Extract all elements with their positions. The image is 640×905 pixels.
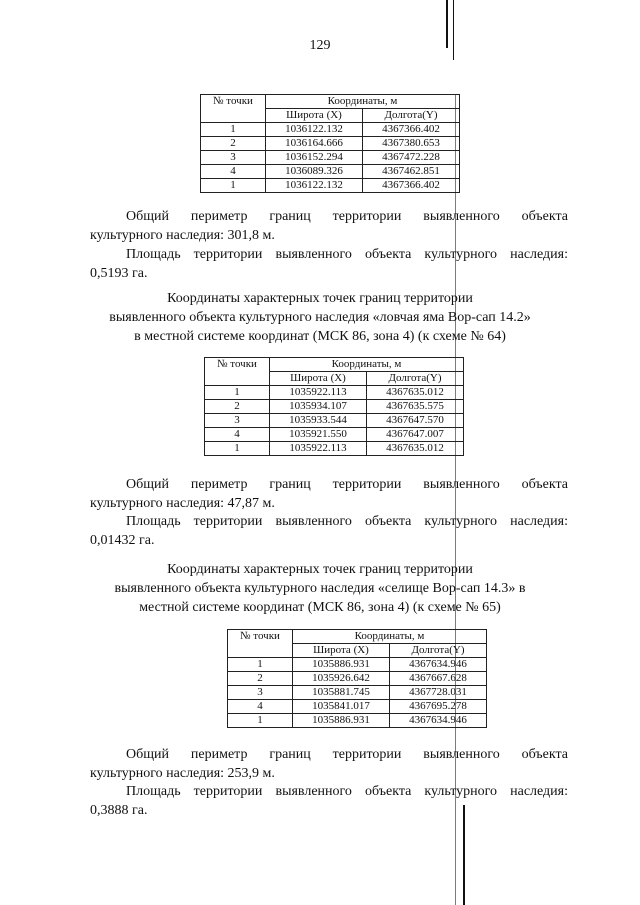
point-number: 1 (228, 714, 293, 728)
coord-x: 1035886.931 (293, 658, 390, 672)
header-latitude-x: Широта (X) (293, 644, 390, 658)
area-paragraph-1 (90, 245, 568, 283)
coord-y: 4367366.402 (363, 179, 460, 193)
heading-line2: выявленного объекта культурного наследия «селище Вор-сап 14.3» в (114, 581, 526, 596)
perimeter-text-line1: Общий периметр границ территории выявленного объекта (126, 747, 568, 762)
table-row (201, 165, 460, 179)
table-row (201, 179, 460, 193)
coord-x: 1035841.017 (293, 700, 390, 714)
table-row (205, 442, 464, 456)
point-number: 1 (228, 658, 293, 672)
perimeter-text-line2: культурного наследия: 47,87 м. (90, 496, 275, 511)
point-number: 2 (205, 400, 270, 414)
point-number: 1 (201, 179, 266, 193)
header-coordinates: Координаты, м (293, 630, 487, 644)
point-number: 4 (205, 428, 270, 442)
coord-x: 1035926.642 (293, 672, 390, 686)
header-longitude-y: Долгота(Y) (367, 372, 464, 386)
coord-x: 1035922.113 (270, 386, 367, 400)
perimeter-text-line2: культурного наследия: 301,8 м. (90, 228, 275, 243)
table-row (205, 428, 464, 442)
table-row (205, 400, 464, 414)
header-coordinates: Координаты, м (266, 95, 460, 109)
heading-line1: Координаты характерных точек границ территории (167, 291, 473, 306)
coord-x: 1036152.294 (266, 151, 363, 165)
header-coordinates: Координаты, м (270, 358, 464, 372)
point-number: 2 (228, 672, 293, 686)
coord-y: 4367667.628 (390, 672, 487, 686)
coord-y: 4367634.946 (390, 658, 487, 672)
coord-y: 4367380.653 (363, 137, 460, 151)
coord-x: 1035933.544 (270, 414, 367, 428)
table-row (228, 700, 487, 714)
point-number: 1 (205, 442, 270, 456)
header-point-number: № точки (228, 630, 293, 658)
header-latitude-x: Широта (X) (270, 372, 367, 386)
perimeter-paragraph-2 (90, 475, 568, 513)
coord-y: 4367472.228 (363, 151, 460, 165)
coord-y: 4367695.278 (390, 700, 487, 714)
point-number: 4 (228, 700, 293, 714)
table-row (205, 386, 464, 400)
area-text-line2: 0,5193 га. (90, 266, 148, 281)
table-row (201, 137, 460, 151)
coordinates-table-3 (227, 629, 487, 728)
perimeter-paragraph-1 (90, 207, 568, 245)
coord-y: 4367728.031 (390, 686, 487, 700)
table-row (201, 151, 460, 165)
coord-x: 1036089.326 (266, 165, 363, 179)
table-row (228, 686, 487, 700)
coord-x: 1035881.745 (293, 686, 390, 700)
area-text-line1: Площадь территории выявленного объекта культурного наследия: (126, 514, 568, 529)
coord-x: 1036122.132 (266, 123, 363, 137)
table-row (201, 123, 460, 137)
perimeter-text-line1: Общий периметр границ территории выявленного объекта (126, 209, 568, 224)
coord-y: 4367647.007 (367, 428, 464, 442)
coord-y: 4367635.575 (367, 400, 464, 414)
coord-x: 1035886.931 (293, 714, 390, 728)
scan-artifact-line (463, 805, 465, 905)
heading-line3: местной системе координат (МСК 86, зона 4) (к схеме № 65) (139, 600, 501, 615)
coord-y: 4367647.570 (367, 414, 464, 428)
coord-y: 4367634.946 (390, 714, 487, 728)
point-number: 1 (205, 386, 270, 400)
point-number: 4 (201, 165, 266, 179)
perimeter-text-line2: культурного наследия: 253,9 м. (90, 766, 275, 781)
perimeter-paragraph-3 (90, 745, 568, 783)
heading-line3: в местной системе координат (МСК 86, зона 4) (к схеме № 64) (134, 329, 506, 344)
coord-x: 1035922.113 (270, 442, 367, 456)
section-heading-2 (0, 289, 640, 346)
table-row (228, 714, 487, 728)
page-number: 129 (309, 38, 331, 53)
header-point-number: № точки (205, 358, 270, 386)
heading-line2: выявленного объекта культурного наследия «ловчая яма Вор-сап 14.2» (109, 310, 531, 325)
point-number: 3 (201, 151, 266, 165)
point-number: 1 (201, 123, 266, 137)
coord-y: 4367635.012 (367, 442, 464, 456)
coord-x: 1036164.666 (266, 137, 363, 151)
header-point-number: № точки (201, 95, 266, 123)
header-latitude-x: Широта (X) (266, 109, 363, 123)
coord-y: 4367366.402 (363, 123, 460, 137)
area-text-line2: 0,01432 га. (90, 533, 155, 548)
area-paragraph-3 (90, 782, 568, 820)
perimeter-text-line1: Общий периметр границ территории выявленного объекта (126, 477, 568, 492)
table-row (228, 658, 487, 672)
table-row (228, 672, 487, 686)
point-number: 3 (228, 686, 293, 700)
header-longitude-y: Долгота(Y) (363, 109, 460, 123)
section-heading-3 (0, 560, 640, 617)
point-number: 3 (205, 414, 270, 428)
coordinates-table-1 (200, 94, 460, 193)
point-number: 2 (201, 137, 266, 151)
area-text-line1: Площадь территории выявленного объекта культурного наследия: (126, 247, 568, 262)
coord-y: 4367462.851 (363, 165, 460, 179)
coordinates-table-2 (204, 357, 464, 456)
coord-y: 4367635.012 (367, 386, 464, 400)
coord-x: 1035934.107 (270, 400, 367, 414)
coord-x: 1035921.550 (270, 428, 367, 442)
header-longitude-y: Долгота(Y) (390, 644, 487, 658)
heading-line1: Координаты характерных точек границ территории (167, 562, 473, 577)
area-text-line1: Площадь территории выявленного объекта культурного наследия: (126, 784, 568, 799)
coord-x: 1036122.132 (266, 179, 363, 193)
table-row (205, 414, 464, 428)
area-paragraph-2 (90, 512, 568, 550)
area-text-line2: 0,3888 га. (90, 803, 148, 818)
